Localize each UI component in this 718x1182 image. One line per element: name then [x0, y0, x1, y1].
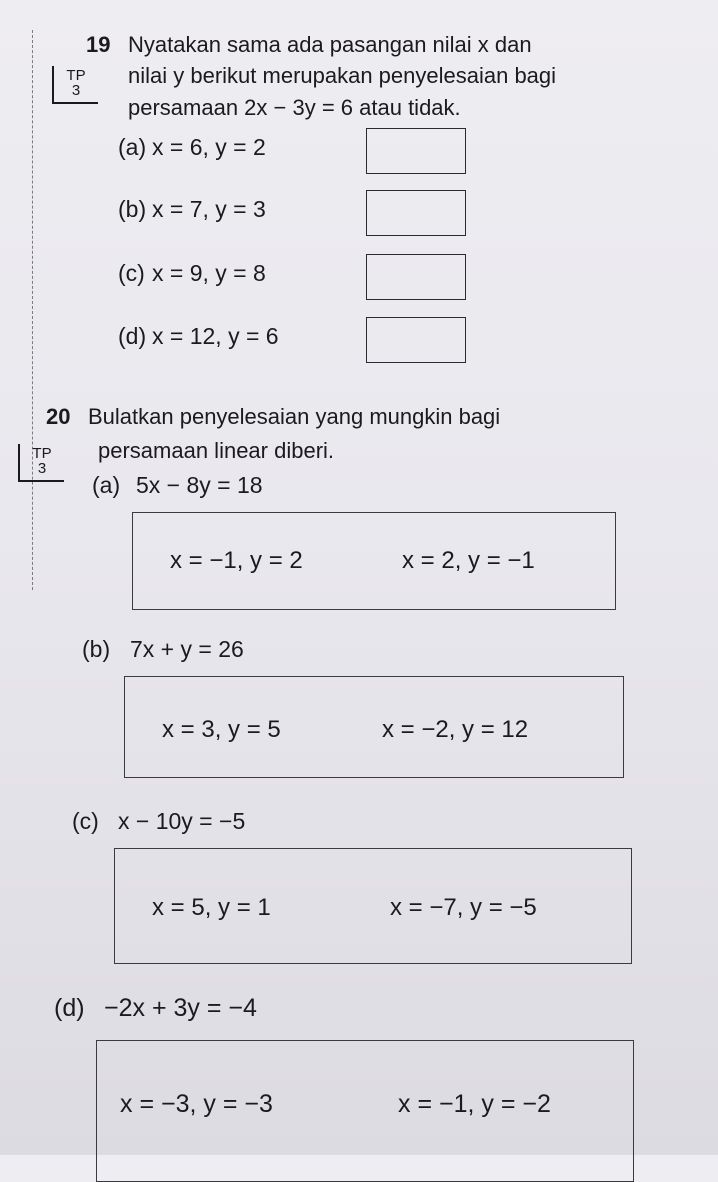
question-19-line-3: persamaan 2x − 3y = 6 atau tidak. — [128, 95, 461, 120]
question-20-line-2: persamaan linear diberi. — [98, 438, 335, 463]
q19-item-c-answer-box[interactable] — [366, 254, 466, 300]
q20-part-c-option-1[interactable]: x = 5, y = 1 — [152, 894, 271, 921]
q19-item-d-answer-box[interactable] — [366, 317, 466, 363]
q20-part-c-equation: x − 10y = −5 — [118, 808, 246, 834]
question-20-line-1: Bulatkan penyelesaian yang mungkin bagi — [88, 404, 501, 429]
question-19-number: 19 — [86, 32, 111, 57]
q20-part-a-option-2[interactable]: x = 2, y = −1 — [402, 547, 535, 574]
q20-part-c-option-2[interactable]: x = −7, y = −5 — [390, 894, 537, 921]
q20-part-b-label: (b) — [82, 636, 111, 662]
q19-item-b-text: x = 7, y = 3 — [152, 196, 266, 222]
question-19-line-2: nilai y berikut merupakan penyelesaian bagi — [128, 63, 557, 88]
q19-item-c-text: x = 9, y = 8 — [152, 260, 266, 286]
q19-item-a-answer-box[interactable] — [366, 128, 466, 174]
tp-badge-20 — [18, 444, 64, 482]
q19-item-a-label: (a) — [118, 134, 147, 160]
q20-part-b-option-2[interactable]: x = −2, y = 12 — [382, 716, 529, 743]
tp-badge-19 — [52, 66, 98, 104]
q20-part-d-option-2[interactable]: x = −1, y = −2 — [398, 1090, 551, 1118]
tp-badge-label: TP — [66, 67, 86, 84]
q20-part-a-equation: 5x − 8y = 18 — [136, 472, 263, 498]
q20-part-b-option-1[interactable]: x = 3, y = 5 — [162, 716, 281, 743]
q19-item-d-label: (d) — [118, 323, 147, 349]
q19-item-d-text: x = 12, y = 6 — [152, 323, 279, 349]
q20-part-b-equation: 7x + y = 26 — [130, 636, 244, 662]
q20-part-c-label: (c) — [72, 808, 99, 834]
q19-item-b-answer-box[interactable] — [366, 190, 466, 236]
tp-badge-level: 3 — [71, 82, 81, 99]
q20-part-a-option-1[interactable]: x = −1, y = 2 — [170, 547, 303, 574]
tp-badge-level: 3 — [37, 460, 47, 477]
q19-item-c-label: (c) — [118, 260, 145, 286]
q20-part-d-option-1[interactable]: x = −3, y = −3 — [120, 1090, 273, 1118]
q20-part-d-equation: −2x + 3y = −4 — [104, 994, 257, 1022]
tp-badge-label: TP — [32, 445, 52, 462]
q20-part-d-label: (d) — [54, 994, 85, 1022]
q20-part-a-label: (a) — [92, 472, 121, 498]
dashed-margin-line — [32, 30, 33, 590]
question-19-line-1: Nyatakan sama ada pasangan nilai x dan — [128, 32, 532, 57]
q19-item-b-label: (b) — [118, 196, 147, 222]
question-20-number: 20 — [46, 404, 71, 429]
q19-item-a-text: x = 6, y = 2 — [152, 134, 266, 160]
